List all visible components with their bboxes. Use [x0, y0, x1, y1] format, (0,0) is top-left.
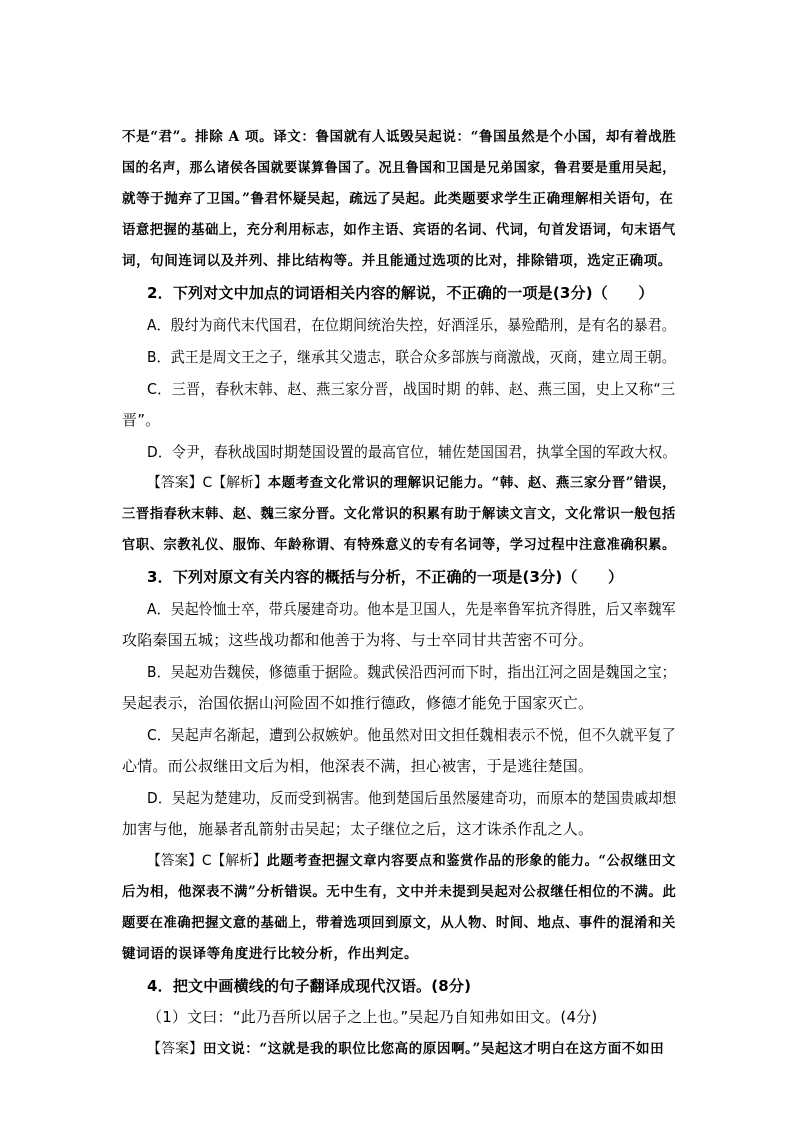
prev-explanation-line-4: 语意把握的基础上，充分利用标志，如作主语、宾语的名词、代词，句首发语词，句末语气	[122, 222, 676, 238]
question-3-option-d-line-2: 加害与他，施暴者乱箭射击吴起；太子继位之后，这才诛杀作乱之人。	[122, 820, 594, 838]
question-4-stem: 4．把文中画横线的句子翻译成现代汉语。(8分)	[147, 977, 472, 995]
question-2-option-c-line-1: C．三晋，春秋末韩、赵、燕三家分晋，战国时期 的韩、赵、燕三国，史上又称“三	[147, 380, 676, 398]
prev-explanation-line-3: 就等于抛弃了卫国。”鲁君怀疑吴起，疏远了吴起。此类题要求学生正确理解相关语句，在	[122, 191, 674, 207]
prev-explanation-line-1: 不是“君”。排除 A 项。译文：鲁国就有人诋毁吴起说：“鲁国虽然是个小国，却有着战胜	[122, 129, 677, 145]
question-2-answer-tag: 【答案】C【解析】	[147, 475, 268, 491]
question-3-option-b-line-1: B．吴起劝告魏侯，修德重于据险。魏武侯沿西河而下时，指出江河之固是魏国之宝；	[147, 663, 676, 681]
question-3-answer-text: 此题考查把握文章内容要点和鉴赏作品的形象的能力。“公叔继田文	[266, 853, 676, 869]
question-2-option-b: B．武王是周文王之子，继承其父遗志，联合众多部族与商激战，灭商，建立周王朝。	[147, 348, 676, 366]
question-3-answer-line-2: 后为相，他深表不满”分析错误。无中生有，文中并未提到吴起对公叔继任相位的不满。此	[122, 884, 677, 900]
question-3-option-c-line-1: C．吴起声名渐起，遭到公叔嫉妒。他虽然对田文担任魏相表示不悦，但不久就平复了	[147, 726, 676, 744]
question-3-option-b-line-2: 吴起表示，治国依据山河险固不如推行德政，修德才能免于国家灭亡。	[122, 694, 594, 712]
question-3-answer-tag: 【答案】C【解析】	[147, 853, 267, 869]
question-2-answer-line-3: 官职、宗教礼仪、服饰、年龄称谓、有特殊意义的专有名词等，学习过程中注意准确积累。	[122, 537, 676, 553]
prev-explanation-line-2: 国的名声，那么诸侯各国就要谋算鲁国了。况且鲁国和卫国是兄弟国家，鲁君要是重用吴起，	[122, 160, 676, 176]
question-4-sentence-1: （1）文曰：“此乃吾所以居子之上也。”吴起乃自知弗如田文。(4分)	[147, 1008, 598, 1026]
question-2-stem: 2．下列对文中加点的词语相关内容的解说，不正确的一项是(3分)（ ）	[147, 284, 654, 302]
question-3-answer-line-1	[147, 851, 676, 871]
question-2-answer-line-2: 三晋指春秋末韩、赵、魏三家分晋。文化常识的积累有助于解读文言文，文化常识一般包括	[122, 506, 676, 522]
question-4-answer-tag: 【答案】	[147, 1041, 203, 1057]
question-3-stem: 3．下列对原文有关内容的概括与分析，不正确的一项是(3分)（ ）	[147, 568, 624, 586]
question-4-answer-line-1	[147, 1039, 664, 1059]
question-3-answer-line-4: 键词语的误译等角度进行比较分析，作出判定。	[122, 946, 419, 962]
question-4-answer-text: 田文说：“这就是我的职位比您高的原因啊。”吴起这才明白在这方面不如田	[203, 1041, 665, 1057]
prev-explanation-line-5: 词，句间连词以及并列、排比结构等。并且能通过选项的比对，排除错项，选定正确项。	[122, 253, 672, 269]
question-3-option-a-line-2: 攻陷秦国五城；这些战功都和他善于为将、与士卒同甘共苦密不可分。	[122, 631, 594, 649]
question-2-option-a: A．殷纣为商代末代国君，在位期间统治失控，好酒淫乐，暴殓酷刑，是有名的暴君。	[147, 316, 676, 334]
question-2-option-c-line-2: 晋”。	[122, 411, 161, 429]
question-2-option-d: D．令尹，春秋战国时期楚国设置的最高官位，辅佐楚国国君，执掌全国的军政大权。	[147, 443, 677, 461]
question-3-option-d-line-1: D．吴起为楚建功，反而受到祸害。他到楚国后虽然屡建奇功，而原本的楚国贵戚却想	[147, 789, 677, 807]
question-3-answer-line-3: 题要在准确把握文意的基础上，带着选项回到原文，从人物、时间、地点、事件的混淆和关	[122, 915, 676, 931]
question-3-option-a-line-1: A．吴起怜恤士卒，带兵屡建奇功。他本是卫国人，先是率鲁军抗齐得胜，后又率魏军	[147, 600, 676, 618]
question-2-answer-line-1	[147, 473, 676, 493]
question-2-answer-text: 本题考查文化常识的理解识记能力。“韩、赵、燕三家分晋”错误，	[267, 475, 677, 491]
question-3-option-c-line-2: 心情。而公叔继田文后为相，他深表不满，担心被害，于是逃往楚国。	[122, 757, 594, 775]
